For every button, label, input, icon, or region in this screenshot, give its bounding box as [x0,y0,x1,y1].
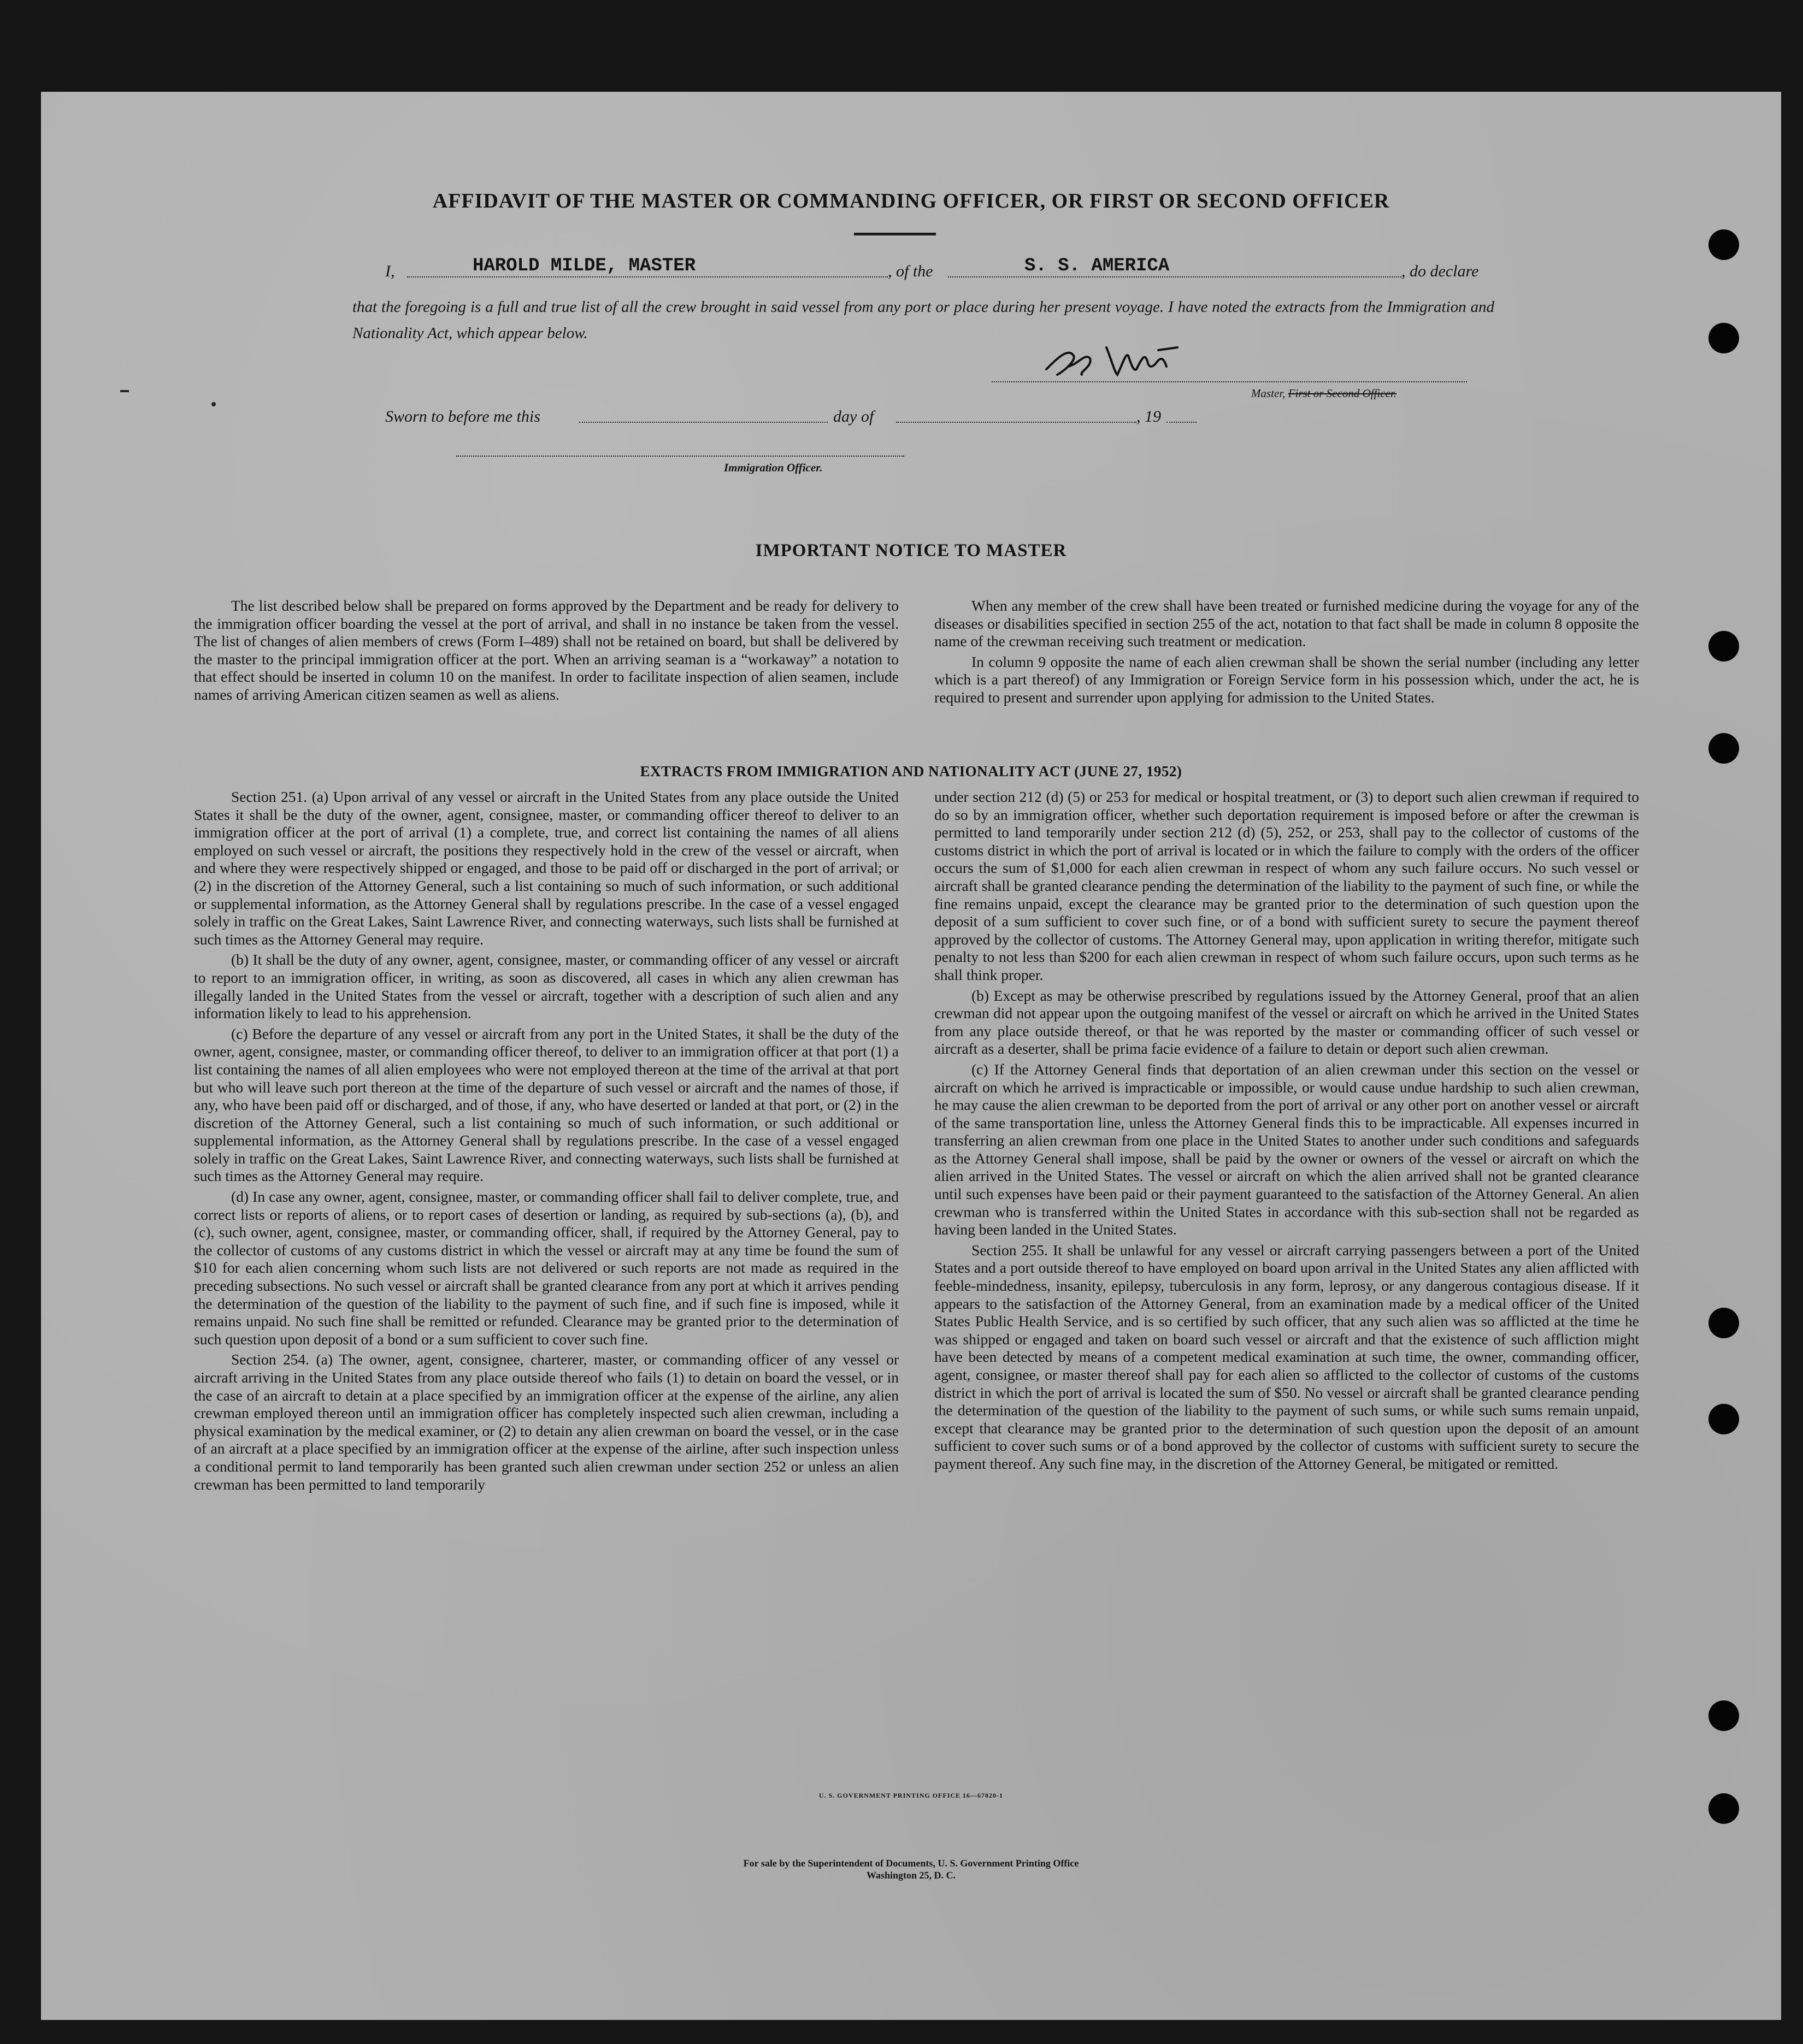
section-254-b: (b) Except as may be otherwise prescribed by regulations issued by the Attorney General, proof that an alien crewman did not appear upon the outgoing manifest of the vessel or aircraft on which he arrived in the United States from any place outside thereof, or that he was reported by the master or commanding officer of such vessel or aircraft as a deserter, shall be prima facie evidence of a failure to detain or deport such alien crewman. [934,986,1639,1058]
signer-title-struck: First or Second Officer. [1288,387,1397,400]
immigration-officer-label: Immigration Officer. [724,461,823,474]
year-label: , 19 [1136,407,1161,426]
notice-left-column [194,597,899,707]
stray-mark [211,402,216,406]
document-page [41,92,1781,2020]
sworn-year-line [1166,422,1197,423]
extracts-right-column [934,788,1639,1476]
master-name-value: HAROLD MILDE, MASTER [473,256,696,276]
section-251-d: (d) In case any owner, agent, consignee, master, or commanding officer shall fail to deliver complete, true, and correct lists or reports of aliens, or to report cases of desertion or landing, as required by sub-sections (a), (b), and (c), such owner, agent, consignee, master, or commanding officer, shall, if required by the Attorney General, pay to the collector of customs of any customs district in which the vessel or aircraft may at any time be found the sum of $10 for each alien concerning whom such lists are not delivered or such reports are not made as required in the preceding subsections. No such vessel or aircraft shall be granted clearance from any port at which it arrives pending the determination of the question of the liability to the payment of such fine, and if such fine is imposed, while it remains unpaid. No such fine shall be remitted or refunded. Clearance may be granted prior to the determination of such question upon deposit of a bond or a sum sufficient to cover such fine. [194,1188,899,1348]
signer-title [1251,387,1397,400]
punch-hole [1708,1308,1739,1338]
i-label: I, [385,262,395,280]
signer-title-prefix: Master, [1251,387,1286,400]
punch-hole [1708,1404,1739,1434]
notice-title: IMPORTANT NOTICE TO MASTER [755,541,1067,560]
sale-notice [41,1857,1781,1881]
sworn-month-line [896,422,1136,423]
do-declare-label: , do declare [1401,262,1479,280]
punch-hole [1708,1700,1739,1731]
sworn-label: Sworn to before me this [385,407,540,426]
day-of-label: day of [833,407,874,426]
notice-right-column [934,597,1639,710]
punch-hole [1708,1793,1739,1824]
master-name-line [407,276,888,277]
section-251-a: Section 251. (a) Upon arrival of any vessel or aircraft in the United States from any place outside the United States it shall be the duty of the owner, agent, consignee, master, or commanding officer thereof to deliver to an immigration officer at the port of arrival (1) a complete, true, and correct list containing the names of all aliens employed on such vessel or aircraft, the positions they respectively hold in the crew of the vessel or aircraft, when and where they were respectively shipped or engaged, and those to be paid off or discharged in the port of arrival; or (2) in the discretion of the Attorney General, such a list containing so much of such information, or such additional or supplemental information, as the Attorney General shall by regulations prescribe. In the case of a vessel engaged solely in traffic on the Great Lakes, Saint Lawrence River, and connecting waterways, such lists shall be furnished at such times as the Attorney General may require. [194,788,899,948]
sale-line-1: For sale by the Superintendent of Documents, U. S. Government Printing Office [743,1858,1079,1869]
punch-hole [1708,323,1739,353]
gpo-code: U. S. GOVERNMENT PRINTING OFFICE 16—67820-1 [818,1792,1004,1799]
section-255: Section 255. It shall be unlawful for any vessel or aircraft carrying passengers between a port of the United States and a port outside thereof to have employed on board upon arrival in the United States any alien afflicted with feeble-mindedness, insanity, epilepsy, tuberculosis in any form, leprosy, or any dangerous contagious disease. If it appears to the satisfaction of the Attorney General, from an examination made by a medical officer of the United States Public Health Service, and is so certified by such officer, that any such alien was so afflicted at the time he was shipped or engaged and taken on board such vessel or aircraft and that the existence of such affliction might have been detected by means of a competent medical examination at such time, the owner, commanding officer, agent, consignee, or master thereof shall pay for each alien so afflicted to the collector of customs of the customs district in which the port of arrival is located the sum of $50. No vessel or aircraft shall be granted clearance pending the determination of the question of the liability to the payment of such sums, or while such sums remain unpaid, except that clearance may be granted prior to the determination of such question upon the deposit of an amount sufficient to cover such sums or of a bond approved by the collector of customs with sufficient surety to secure the payment thereof. Any such fine may, in the discretion of the Attorney General, be mitigated or remitted. [934,1241,1639,1472]
declaration-text: that the foregoing is a full and true list of all the crew brought in said vessel from any port or place during her present voyage. I have noted the extracts from the Immigration and Nationality Act, which appear below. [352,298,1494,342]
punch-hole [1708,733,1739,764]
punch-hole [1708,631,1739,661]
notice-left-paragraph: The list described below shall be prepared on forms approved by the Department and be ready for delivery to the immigration officer boarding the vessel at the port of arrival, and shall in no instance be taken from the vessel. The list of changes of alien members of crews (Form I–489) shall not be retained on board, but shall be delivered by the master to the principal immigration officer at the port. When an arriving seaman is a “workaway” a notation to that effect should be inserted in column 10 on the manifest. In order to facilitate inspection of alien seamen, include names of arriving American citizen seamen as well as aliens. [194,597,899,703]
notice-right-paragraph-1: When any member of the crew shall have been treated or furnished medicine during the voyage for any of the diseases or disabilities specified in section 255 of the act, notation to that fact shall be made in column 8 opposite the name of the crewman receiving such treatment or medication. [934,597,1639,650]
section-254-a: Section 254. (a) The owner, agent, consignee, charterer, master, or commanding officer of any vessel or aircraft arriving in the United States from any place outside thereof who fails (1) to detain on board the vessel, or in the case of an aircraft to detain at a place specified by an immigration officer at the expense of the airline, any alien crewman employed thereon until an immigration officer has completely inspected such alien crewman, including a physical examination by the medical examiner, or (2) to detain any alien crewman on board the vessel, or in the case of an aircraft at a place specified by an immigration officer at the expense of the airline, after such inspection unless a conditional permit to land temporarily has been granted such alien crewman under section 252 or unless an alien crewman has been permitted to land temporarily [194,1351,899,1493]
title-underline [854,233,936,235]
section-254-a-continued: under section 212 (d) (5) or 253 for medical or hospital treatment, or (3) to deport such alien crewman if required to do so by an immigration officer, whether such deportation requirement is imposed before or after the crewman is permitted to land temporarily under section 212 (d) (5), 252, or 253, shall pay to the collector of customs of the customs district in which the port of arrival is located or in which the failure to comply with the orders of the officer occurs the sum of $1,000 for each alien crewman in respect of whom any such failure occurs. No such vessel or aircraft shall be granted clearance pending the determination of the liability to the payment of such fine, or while the fine remains unpaid, except the clearance may be granted prior to the determination of such question upon the deposit of a sum sufficient to cover such fine, or of a bond with sufficient surety to secure the payment thereof approved by the collector of customs. The Attorney General may, upon application in writing therefor, mitigate such penalty to not less than $200 for each alien crewman in respect of whom such failure occurs, upon such terms as he shall think proper. [934,788,1639,983]
sale-line-2: Washington 25, D. C. [866,1870,956,1881]
vessel-name-line [948,276,1401,277]
punch-hole [1708,229,1739,260]
vessel-name-value: S. S. AMERICA [1024,256,1170,276]
master-signature-line [992,381,1467,382]
sworn-day-line [579,422,828,423]
notice-right-paragraph-2: In column 9 opposite the name of each alien crewman shall be shown the serial number (including any letter which is a part thereof) of any Immigration or Foreign Service form in his possession which, under the act, he is required to present and surrender upon applying for admission to the United States. [934,653,1639,706]
immigration-officer-line [456,456,904,457]
stray-mark [120,390,129,392]
extracts-title: EXTRACTS FROM IMMIGRATION AND NATIONALITY ACT (JUNE 27, 1952) [640,763,1182,779]
extracts-left-column [194,788,899,1496]
affidavit-title: AFFIDAVIT OF THE MASTER OR COMMANDING OFFICER, OR FIRST OR SECOND OFFICER [432,190,1390,212]
master-signature [1024,336,1205,391]
section-251-b: (b) It shall be the duty of any owner, agent, consignee, master, or commanding officer of any vessel or aircraft to report to an immigration officer, in writing, as soon as discovered, all cases in which any alien crewman has illegally landed in the United States from the vessel or aircraft, together with a description of such alien and any information likely to lead to his apprehension. [194,951,899,1022]
section-254-c: (c) If the Attorney General finds that deportation of an alien crewman under this section on the vessel or aircraft on which he arrived is impracticable or impossible, or would cause undue hardship to such alien crewman, he may cause the alien crewman to be deported from the port of arrival or any other port on another vessel or aircraft of the same transportation line, unless the Attorney General finds this to be impracticable. All expenses incurred in transferring an alien crewman from one place in the United States to another under such conditions and safeguards as the Attorney General shall impose, shall be paid by the owner or owners of the vessel or aircraft on which the alien arrived in the United States. The vessel or aircraft on which the alien arrived shall not be granted clearance until such expenses have been paid or their payment guaranteed to the satisfaction of the Attorney General. An alien crewman who is transferred within the United States in accordance with this sub-section shall not be regarded as having been landed in the United States. [934,1060,1639,1238]
section-251-c: (c) Before the departure of any vessel or aircraft from any port in the United States, it shall be the duty of the owner, agent, consignee, master, or commanding officer thereof, to deliver to an immigration officer at that port (1) a list containing the names of all alien employees who were not employed thereon at the time of the arrival at that port but who will leave such port thereon at the time of the departure of such vessel or aircraft and the names of those, if any, who have been paid off or discharged, and of those, if any, who have deserted or landed at that port, or (2) in the discretion of the Attorney General, such a list containing so much of such information, or such additional or supplemental information, as the Attorney General shall by regulations prescribe. In the case of a vessel engaged solely in traffic on the Great Lakes, Saint Lawrence River, and connecting waterways, such lists shall be furnished at such times as the Attorney General may require. [194,1025,899,1185]
of-the-label: , of the [888,262,933,280]
